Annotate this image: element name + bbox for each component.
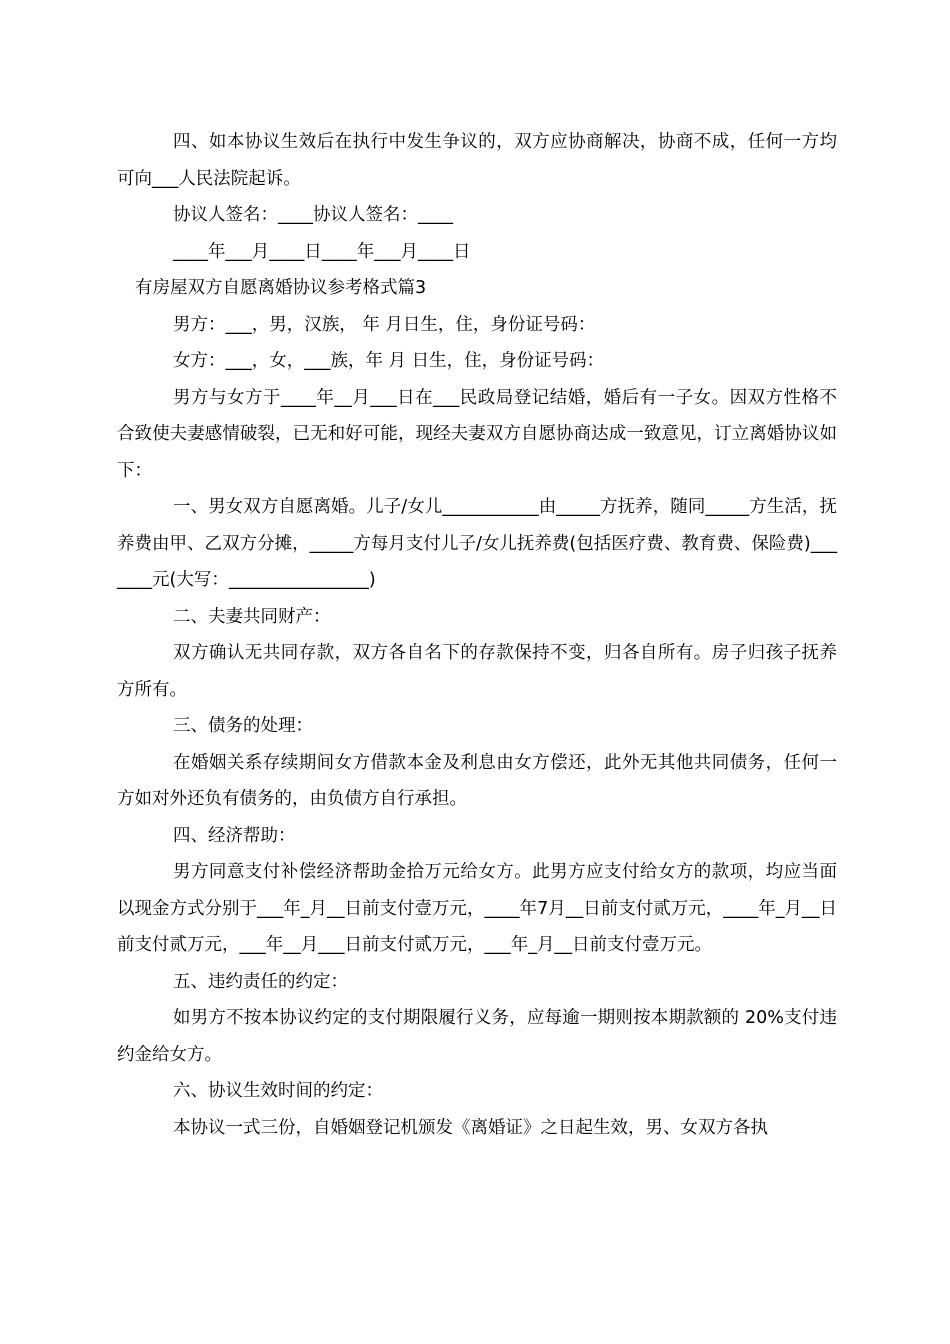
party-female: 女方：___，女，___族，年 月 日生，住，身份证号码： — [173, 351, 605, 371]
clause-aid-body: 男方同意支付补偿经济帮助金拾万元给女方。此男方应支付给女方的款项，均应当面以现金方式分别于___年_月__日前支付壹万元，____年7月__日前支付贰万元，____年_月__日前支付贰万元，___年__月___日前支付贰万元，___年_月__日前支付壹万元。 — [117, 862, 837, 955]
clause-heading-property: 二、夫妻共同财产： — [173, 606, 331, 627]
clause-effective-body: 本协议一式三份，自婚姻登记机颁发《离婚证》之日起生效，男、女双方各执 — [173, 1117, 768, 1138]
document-body — [117, 124, 837, 1146]
date-line: ____年___月____日____年___月____日 — [173, 241, 471, 262]
clause-heading-debt: 三、债务的处理： — [173, 716, 313, 736]
clause-heading-aid: 四、经济帮助： — [173, 825, 296, 846]
party-male: 男方：___，男，汉族， 年 月日生，住，身份证号码： — [173, 314, 596, 335]
marriage-statement: 男方与女方于____年__月___日在___民政局登记结婚，婚后有一子女。因双方性格不合致使夫妻感情破裂，已无和好可能，现经夫妻双方自愿协商达成一致意见，订立离婚协议如下： — [117, 387, 837, 481]
signature-line: 协议人签名：____协议人签名：____ — [173, 205, 453, 225]
clause-heading-effective: 六、协议生效时间的约定： — [173, 1081, 383, 1101]
clause-divorce-custody: 一、男女双方自愿离婚。儿子/女儿___________由_____方抚养，随同_____方生活，抚养费由甲、乙双方分摊，_____方每月支付儿子/女儿抚养费(包括医疗费、教育费、保险费)_______元(大写：________________) — [117, 497, 837, 590]
clause-heading-breach: 五、违约责任的约定： — [173, 971, 348, 992]
clause-debt-body: 在婚姻关系存续期间女方借款本金及利息由女方偿还，此外无其他共同债务，任何一方如对外还负有债务的，由负债方自行承担。 — [117, 752, 837, 809]
clause-breach-body: 如男方不按本协议约定的支付期限履行义务，应每逾一期则按本期款额的 20%支付违约金给女方。 — [117, 1008, 837, 1065]
section-title: 有房屋双方自愿离婚协议参考格式篇3 — [135, 278, 427, 298]
clause-property-body: 双方确认无共同存款，双方各自名下的存款保持不变，归各自所有。房子归孩子抚养方所有。 — [117, 643, 837, 700]
clause-dispute-resolution: 四、如本协议生效后在执行中发生争议的，双方应协商解决，协商不成，任何一方均可向___人民法院起诉。 — [117, 132, 837, 189]
